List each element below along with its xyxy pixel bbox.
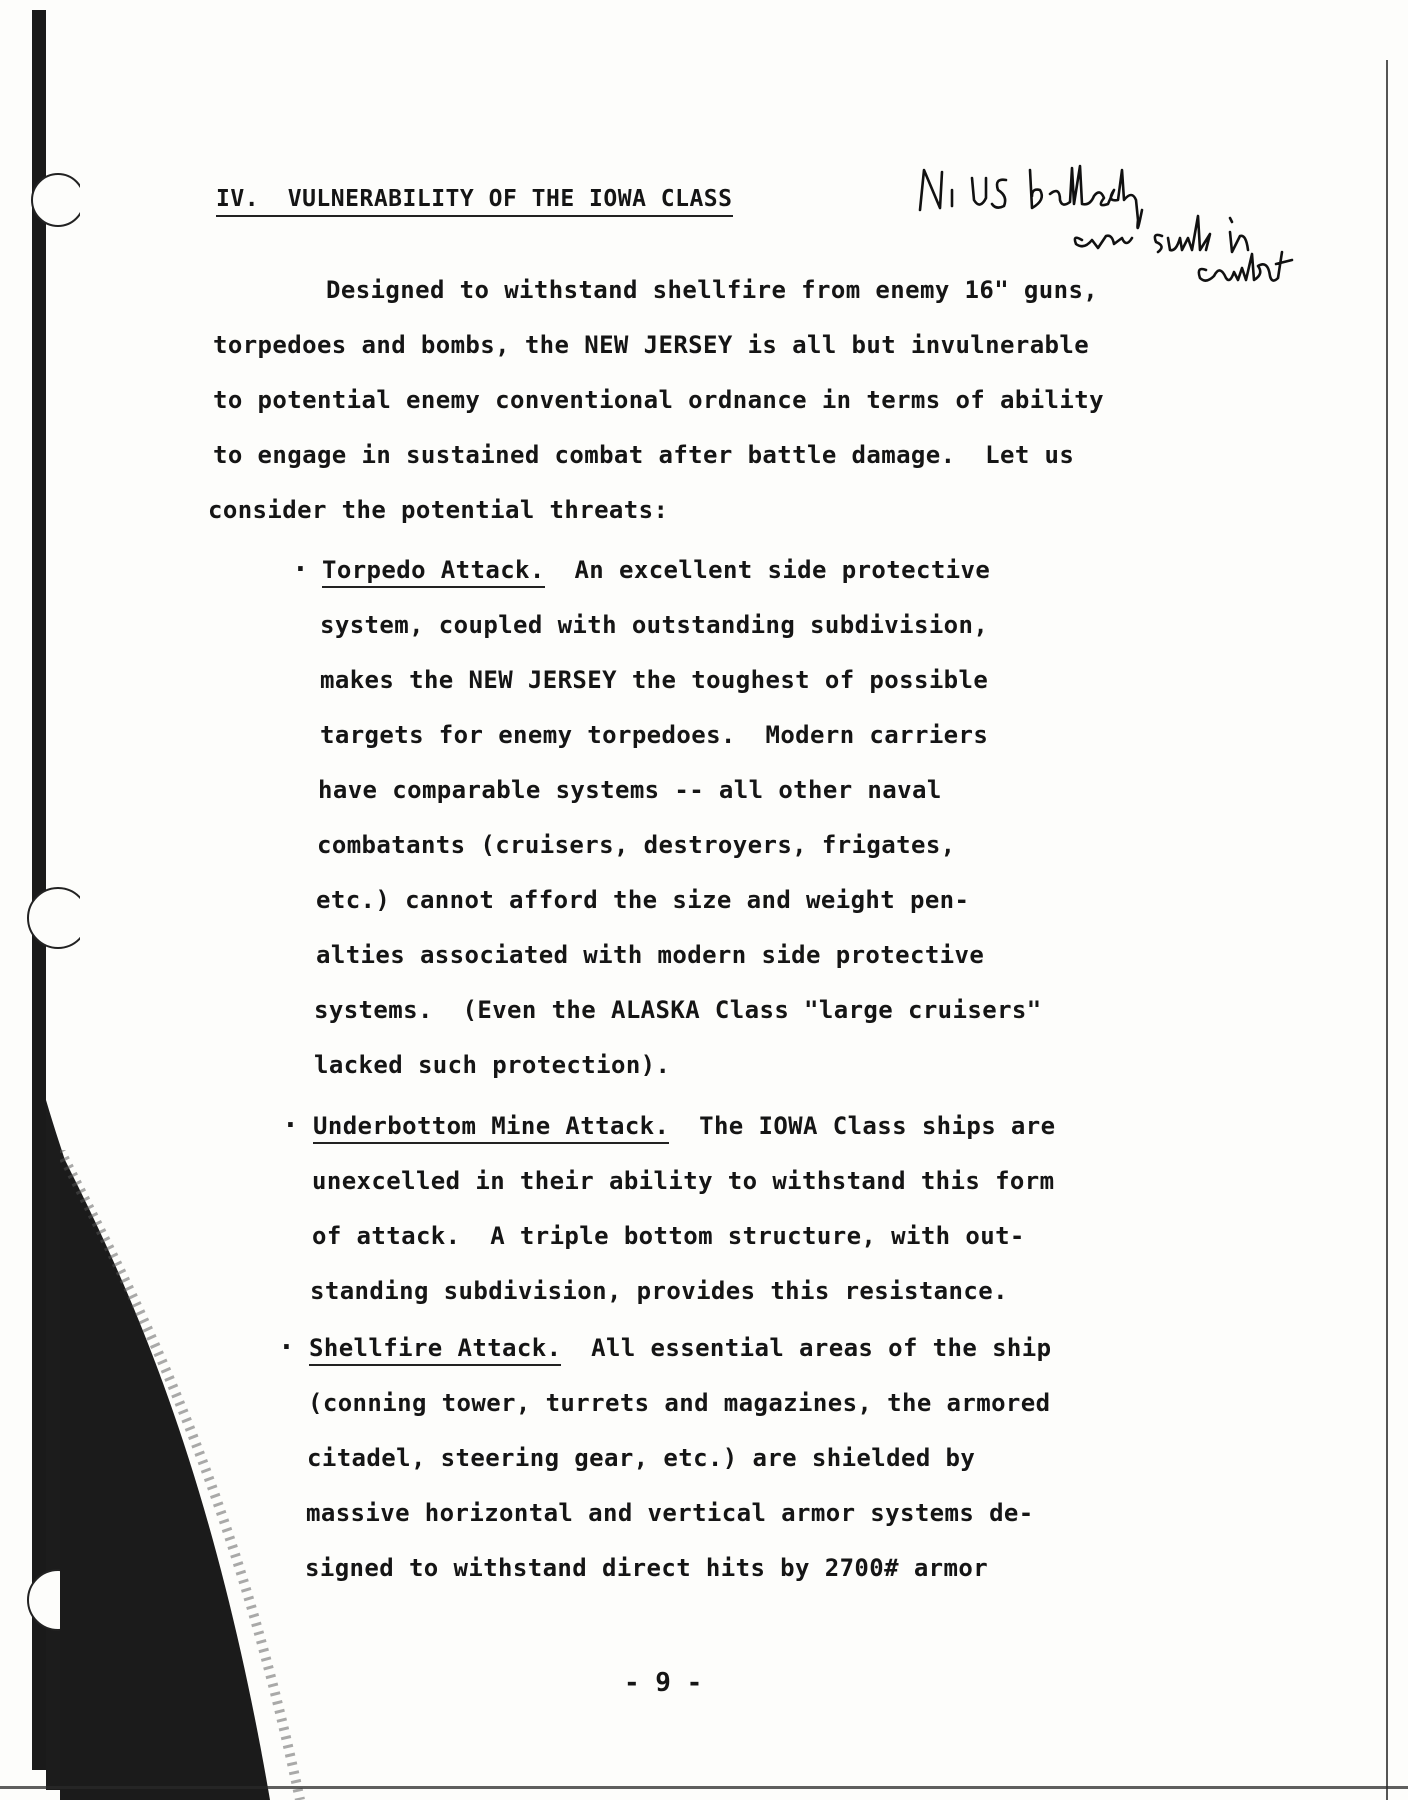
list-item-line: standing subdivision, provides this resistance. — [310, 1277, 1008, 1305]
list-item-text: All essential areas of the ship — [561, 1334, 1052, 1362]
list-item-line: have comparable systems -- all other naval — [318, 776, 942, 804]
list-item-line: signed to withstand direct hits by 2700# armor — [305, 1554, 989, 1582]
scan-edge-right — [1386, 60, 1388, 1800]
list-item-first-line — [309, 1334, 1051, 1362]
intro-line: to engage in sustained combat after battle damage. Let us — [213, 441, 1075, 469]
list-item-first-line — [313, 1112, 1055, 1140]
list-item-line: alties associated with modern side protective — [316, 941, 985, 969]
list-item-text: The IOWA Class ships are — [669, 1112, 1056, 1140]
section-heading: IV. VULNERABILITY OF THE IOWA CLASS — [216, 186, 733, 217]
bullet-icon: · — [278, 1330, 295, 1363]
list-item-line: lacked such protection). — [314, 1051, 671, 1079]
list-item-line: combatants (cruisers, destroyers, frigates, — [317, 831, 956, 859]
list-item-line: etc.) cannot afford the size and weight pen- — [316, 886, 970, 914]
list-item-title: Torpedo Attack. — [322, 556, 545, 588]
list-item-line: targets for enemy torpedoes. Modern carriers — [320, 721, 989, 749]
scan-edge-bottom — [0, 1786, 1408, 1789]
list-item-title: Shellfire Attack. — [309, 1334, 561, 1366]
intro-line: torpedoes and bombs, the NEW JERSEY is all but invulnerable — [213, 331, 1090, 359]
scan-shadow — [60, 1150, 320, 1800]
intro-line: to potential enemy conventional ordnance in terms of ability — [213, 386, 1104, 414]
intro-line: consider the potential threats: — [208, 496, 669, 524]
list-item-line: system, coupled with outstanding subdivision, — [320, 611, 989, 639]
list-item-line: of attack. A triple bottom structure, with out- — [312, 1222, 1025, 1250]
bullet-icon: · — [282, 1108, 299, 1141]
list-item-line: makes the NEW JERSEY the toughest of possible — [320, 666, 989, 694]
list-item-line: unexcelled in their ability to withstand this form — [312, 1167, 1055, 1195]
list-item-first-line — [322, 556, 990, 584]
list-item-text: An excellent side protective — [544, 556, 991, 584]
punch-hole-icon — [32, 174, 80, 226]
page-number: - 9 - — [624, 1668, 703, 1698]
intro-line: Designed to withstand shellfire from enemy 16" guns, — [326, 276, 1099, 304]
punch-hole-icon — [28, 888, 80, 948]
list-item-line: systems. (Even the ALASKA Class "large cruisers" — [314, 996, 1042, 1024]
bullet-icon: · — [292, 552, 309, 585]
list-item-title: Underbottom Mine Attack. — [313, 1112, 669, 1144]
list-item-line: (conning tower, turrets and magazines, the armored — [308, 1389, 1051, 1417]
handwritten-note — [900, 160, 1340, 290]
list-item-line: citadel, steering gear, etc.) are shielded by — [307, 1444, 976, 1472]
list-item-line: massive horizontal and vertical armor systems de- — [306, 1499, 1034, 1527]
